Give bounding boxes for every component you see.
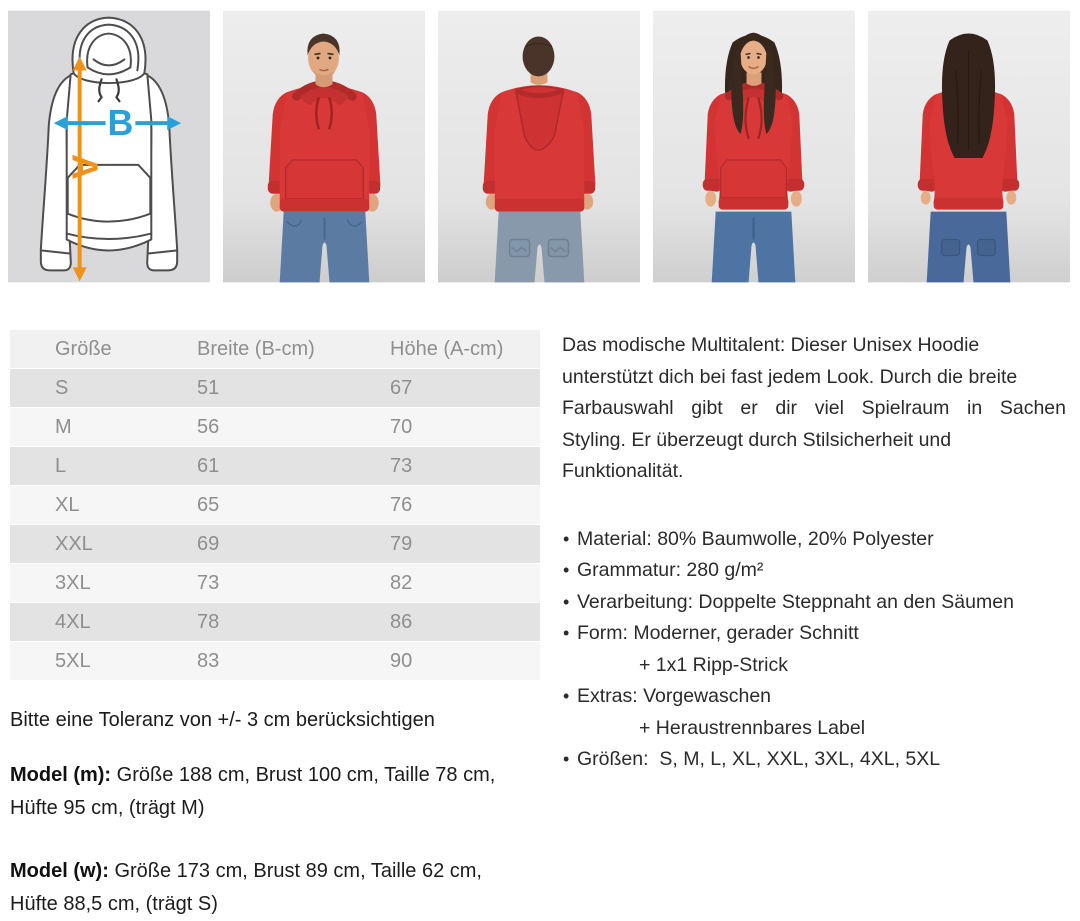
cell-breite: 73 xyxy=(197,571,220,594)
model-w-label: Model (w): xyxy=(10,860,109,882)
feature-form: • Form: Moderner, gerader Schnitt xyxy=(562,618,1066,650)
tolerance-note: Bitte eine Toleranz von +/- 3 cm berücksichtigen xyxy=(10,709,435,731)
cell-breite: 61 xyxy=(197,454,220,477)
feature-list xyxy=(562,524,1066,776)
cell-breite: 83 xyxy=(197,649,220,672)
feature-verarbeitung: • Verarbeitung: Doppelte Steppnaht an den Säumen xyxy=(562,587,1066,619)
feature-form-extra: + 1x1 Ripp-Strick xyxy=(639,653,789,676)
cell-hoehe: 67 xyxy=(390,376,413,399)
model-female-front-photo xyxy=(653,10,855,283)
feature-groessen: • Größen: S, M, L, XL, XXL, 3XL, 4XL, 5XL xyxy=(562,744,1066,776)
cell-breite: 65 xyxy=(197,493,220,516)
table-row xyxy=(10,564,540,602)
table-row xyxy=(10,642,540,680)
table-row xyxy=(10,408,540,446)
table-row xyxy=(10,447,540,485)
model-w-line1 xyxy=(10,855,558,888)
cell-breite: 51 xyxy=(197,376,220,399)
cell-hoehe: 79 xyxy=(390,532,413,555)
cell-hoehe: 90 xyxy=(390,649,413,672)
cell-size: M xyxy=(55,415,72,438)
cell-size: 4XL xyxy=(55,610,91,633)
model-m-measurements: Größe 188 cm, Brust 100 cm, Taille 78 cm, xyxy=(116,764,496,786)
cell-hoehe: 76 xyxy=(390,493,413,516)
cell-size: XL xyxy=(55,493,80,516)
male-back-icon xyxy=(438,10,640,283)
feature-extras: • Extras: Vorgewaschen xyxy=(562,681,1066,713)
model-male-front-photo xyxy=(223,10,425,283)
table-row xyxy=(10,603,540,641)
description-line: Funktionalität. xyxy=(562,460,684,482)
label-b: B xyxy=(107,103,134,144)
col-groesse: Größe xyxy=(55,337,112,360)
cell-breite: 69 xyxy=(197,532,220,555)
model-w-line2: Hüfte 88,5 cm, (trägt S) xyxy=(10,893,218,915)
model-m-label: Model (m): xyxy=(10,764,112,786)
label-a: A xyxy=(64,153,105,180)
female-front-icon xyxy=(653,10,855,283)
cell-size: XXL xyxy=(55,532,93,555)
feature-extras-extra: + Heraustrennbares Label xyxy=(639,716,866,739)
size-table xyxy=(10,330,540,681)
cell-breite: 78 xyxy=(197,610,220,633)
size-diagram-image xyxy=(8,10,210,283)
table-row xyxy=(10,486,540,524)
male-front-icon xyxy=(223,10,425,283)
feature-material: • Material: 80% Baumwolle, 20% Polyester xyxy=(562,524,1066,556)
description-line: unterstützt dich bei fast jedem Look. Durch die breite xyxy=(562,365,1018,388)
description-line: Styling. Er überzeugt durch Stilsicherheit und xyxy=(562,428,952,451)
cell-size: 5XL xyxy=(55,649,91,672)
product-image-gallery xyxy=(8,10,1070,283)
cell-hoehe: 82 xyxy=(390,571,413,594)
col-breite: Breite (B-cm) xyxy=(197,337,315,360)
col-hoehe: Höhe (A-cm) xyxy=(390,337,504,360)
table-row xyxy=(10,525,540,563)
female-back-icon xyxy=(868,10,1070,283)
model-m-line1 xyxy=(10,759,558,792)
cell-hoehe: 70 xyxy=(390,415,413,438)
size-notes xyxy=(10,707,558,921)
cell-size: S xyxy=(55,376,69,399)
cell-hoehe: 73 xyxy=(390,454,413,477)
cell-hoehe: 86 xyxy=(390,610,413,633)
model-m-line2: Hüfte 95 cm, (trägt M) xyxy=(10,797,205,819)
cell-breite: 56 xyxy=(197,415,220,438)
hoodie-measure-diagram-icon xyxy=(8,10,210,283)
table-row xyxy=(10,369,540,407)
model-male-back-photo xyxy=(438,10,640,283)
description-line: Farbauswahl gibt er dir viel Spielraum in Sachen xyxy=(562,397,1066,419)
model-m-info xyxy=(10,759,558,825)
model-w-info xyxy=(10,855,558,921)
cell-size: L xyxy=(55,454,67,477)
size-table-header xyxy=(10,330,540,368)
description-line: Das modische Multitalent: Dieser Unisex Hoodie xyxy=(562,334,980,356)
model-w-measurements: Größe 173 cm, Brust 89 cm, Taille 62 cm, xyxy=(114,860,482,882)
feature-grammatur: • Grammatur: 280 g/m² xyxy=(562,555,1066,587)
product-description xyxy=(562,330,1066,776)
model-female-back-photo xyxy=(868,10,1070,283)
cell-size: 3XL xyxy=(55,571,91,594)
